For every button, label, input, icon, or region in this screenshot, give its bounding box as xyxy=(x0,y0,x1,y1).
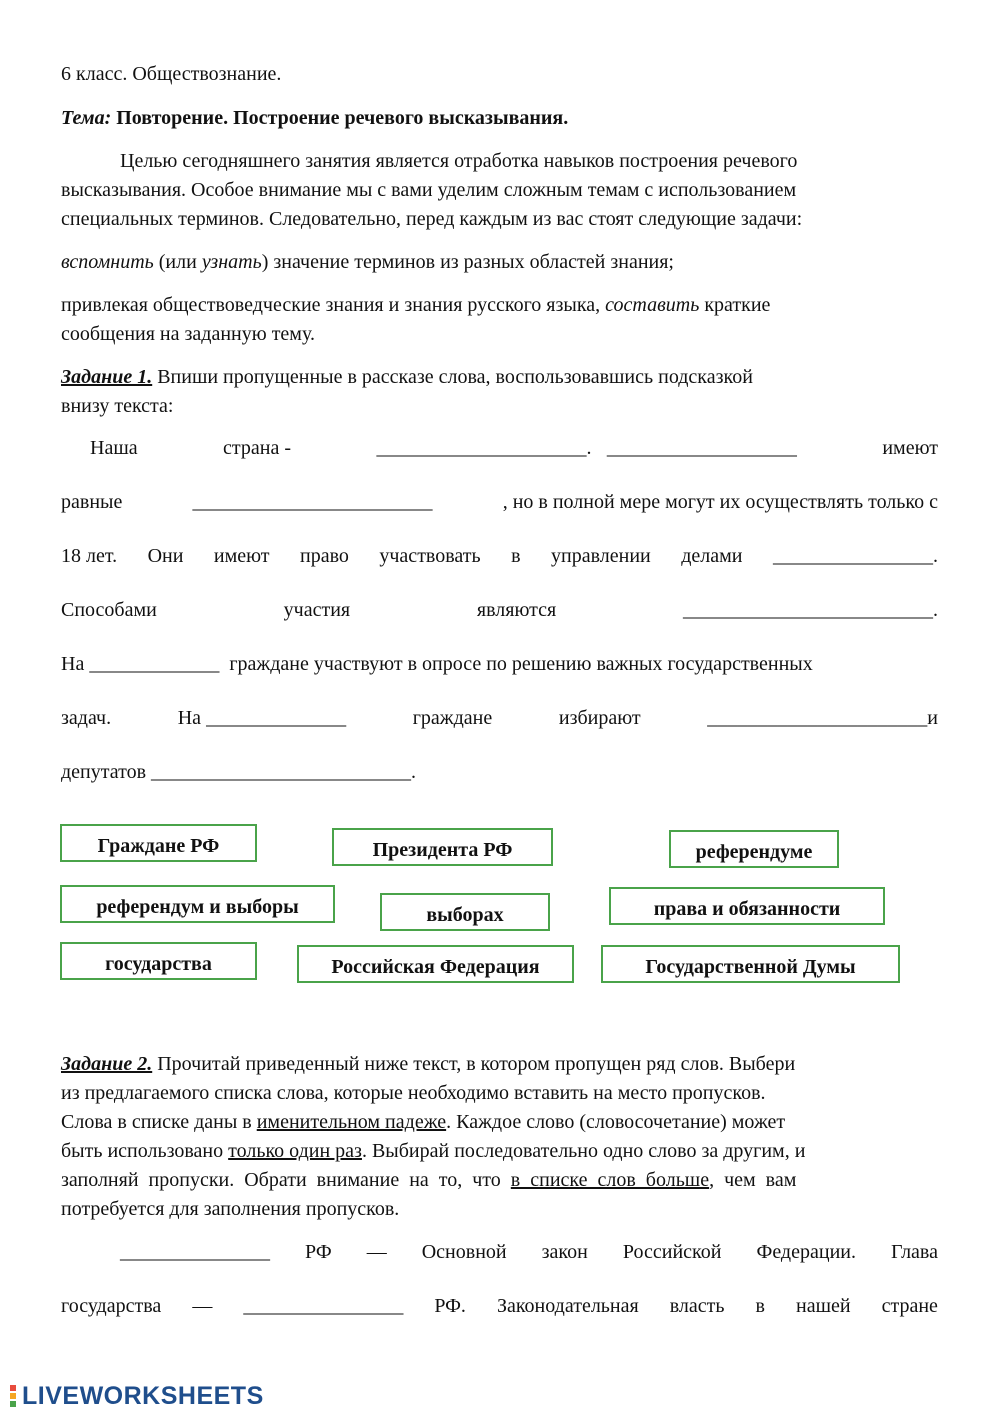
task2-row-1 xyxy=(120,1240,938,1264)
goal-1-verb: вспомнить xyxy=(61,251,154,273)
text-word: Наша xyxy=(90,437,138,459)
text-word: РФ xyxy=(305,1241,332,1263)
text-word: имеют xyxy=(882,437,938,459)
answer-blank[interactable]: ________________________ xyxy=(192,491,433,513)
task1-instruction-text: Впиши пропущенные в рассказе слова, воспользовавшись подсказкой xyxy=(152,366,753,388)
goal-2-start: привлекая обществоведческие знания и знания русского языка, xyxy=(61,294,606,316)
answer-blank[interactable]: _______________ xyxy=(120,1241,270,1263)
goal-2-verb: составить xyxy=(605,294,700,316)
word-bank-item[interactable]: выборах xyxy=(380,893,550,931)
text-word: государства xyxy=(61,1295,162,1317)
text-word: — xyxy=(366,1241,387,1263)
task1-row-6 xyxy=(61,706,938,730)
intro-line-1: Целью сегодняшнего занятия является отработка навыков построения речевого xyxy=(120,150,798,172)
task2-label: Задание 2. xyxy=(61,1053,153,1075)
task2-emphasis: только один раз xyxy=(228,1140,362,1162)
task2-text: . Каждое слово (словосочетание) может xyxy=(446,1111,786,1133)
text-word: равные xyxy=(61,491,123,513)
task2-line-4 xyxy=(61,1139,805,1163)
task1-row-2 xyxy=(61,490,938,514)
text-word: Глава xyxy=(891,1241,938,1263)
answer-blank[interactable]: ______________ xyxy=(206,707,347,729)
task2-text: Слова в списке даны в xyxy=(61,1111,257,1133)
goal-1-mid: (или xyxy=(153,251,202,273)
text-word: нашей xyxy=(796,1295,851,1317)
liveworksheets-logo xyxy=(10,1380,264,1412)
goal-1-rest: ) значение терминов из разных областей знания; xyxy=(261,251,674,273)
task2-emphasis: именительном падеже xyxy=(256,1111,447,1133)
answer-blank[interactable]: ________________. xyxy=(772,545,938,567)
text-word: избирают xyxy=(558,707,641,729)
text-word: власть xyxy=(669,1295,725,1317)
answer-blank[interactable]: ______________________и xyxy=(707,707,938,729)
answer-blank[interactable]: __________________________. xyxy=(151,761,417,783)
task1-instruction xyxy=(61,365,753,389)
task2-text: . Выбирай последовательно одно слово за другим, и xyxy=(361,1140,806,1162)
task2-line-1 xyxy=(61,1052,938,1076)
task1-label: Задание 1. xyxy=(61,366,153,388)
task2-row-2 xyxy=(61,1294,938,1318)
goal-1-verb2: узнать xyxy=(201,251,262,273)
goal-2-line-2: сообщения на заданную тему. xyxy=(61,323,315,345)
text-word: делами xyxy=(681,545,743,567)
word-bank-item[interactable]: Граждане РФ xyxy=(60,824,257,862)
text-word: Они xyxy=(147,545,184,567)
text-word: Способами xyxy=(61,599,157,621)
topic-title: Повторение. Построение речевого высказывания. xyxy=(116,107,569,129)
text-word: 18 лет. xyxy=(61,545,118,567)
text-word: страна - xyxy=(223,437,292,459)
task2-emphasis: в списке слов больше xyxy=(510,1169,710,1191)
word-bank-item[interactable]: референдум и выборы xyxy=(60,885,335,923)
task1-row-5 xyxy=(61,652,813,676)
grade-subject: 6 класс. Обществознание. xyxy=(61,63,282,85)
text-word: Законодательная xyxy=(496,1295,639,1317)
logo-text: LIVEWORKSHEETS xyxy=(22,1381,264,1410)
task2-text: Прочитай приведенный ниже текст, в котором пропущен ряд слов. Выбери xyxy=(152,1053,796,1075)
answer-blank[interactable]: ___________________ xyxy=(606,437,797,459)
task2-text: заполняй пропуски. Обрати внимание на то, что xyxy=(61,1169,511,1191)
word-bank-item[interactable]: государства xyxy=(60,942,257,980)
text-word: закон xyxy=(541,1241,588,1263)
answer-blank[interactable]: ________________ xyxy=(243,1295,404,1317)
text-word: РФ. xyxy=(434,1295,466,1317)
text-word: управлении xyxy=(551,545,651,567)
text-word: На xyxy=(61,653,85,675)
goal-2 xyxy=(61,293,770,317)
goal-2-end: краткие xyxy=(699,294,771,316)
answer-blank[interactable]: _____________________. xyxy=(376,437,592,459)
task2-text: быть использовано xyxy=(61,1140,229,1162)
answer-blank[interactable]: _________________________. xyxy=(683,599,938,621)
text-word: являются xyxy=(476,599,557,621)
word-bank-item[interactable]: Президента РФ xyxy=(332,828,553,866)
text-word: стране xyxy=(881,1295,938,1317)
topic-line xyxy=(61,106,568,130)
task2-line-2: из предлагаемого списка слова, которые необходимо вставить на место пропусков. xyxy=(61,1082,766,1104)
task2-line-5 xyxy=(61,1168,796,1192)
text-word: имеют xyxy=(213,545,270,567)
text-word: , но в полной мере могут их осуществлять только с xyxy=(502,491,938,513)
text-word: в xyxy=(755,1295,765,1317)
task1-row-7 xyxy=(61,760,416,784)
topic-label: Тема: xyxy=(61,107,112,129)
text-word: в xyxy=(511,545,521,567)
text-word: Федерации. xyxy=(756,1241,856,1263)
text-word: право xyxy=(300,545,349,567)
text-word: Российской xyxy=(622,1241,722,1263)
text-word: Основной xyxy=(421,1241,507,1263)
goal-1 xyxy=(61,250,674,274)
task2-text: , чем вам xyxy=(709,1169,797,1191)
word-bank-item[interactable]: права и обязанности xyxy=(609,887,885,925)
answer-blank[interactable]: _____________ xyxy=(89,653,220,675)
task2-line-6: потребуется для заполнения пропусков. xyxy=(61,1198,400,1220)
word-bank-item[interactable]: Государственной Думы xyxy=(601,945,900,983)
intro-line-2: высказывания. Особое внимание мы с вами уделим сложным темам с использованием xyxy=(61,179,797,201)
text-word: участия xyxy=(283,599,351,621)
task1-row-4 xyxy=(61,598,938,622)
text-word: задач. xyxy=(61,707,112,729)
task1-row-1 xyxy=(90,436,938,460)
text-word: — xyxy=(192,1295,213,1317)
logo-mark-icon xyxy=(10,1385,16,1407)
text-word: участвовать xyxy=(379,545,481,567)
task1-instruction-line-2: внизу текста: xyxy=(61,395,174,417)
task1-row-3 xyxy=(61,544,938,568)
task2-line-3 xyxy=(61,1110,785,1134)
text-word: депутатов xyxy=(61,761,147,783)
word-bank-item[interactable]: референдуме xyxy=(669,830,839,868)
text-word: граждане xyxy=(412,707,493,729)
intro-line-3: специальных терминов. Следовательно, перед каждым из вас стоят следующие задачи: xyxy=(61,208,803,230)
text-word: На xyxy=(177,707,202,729)
text-word: граждане участвуют в опросе по решению важных государственных xyxy=(229,653,813,675)
word-bank-item[interactable]: Российская Федерация xyxy=(297,945,574,983)
